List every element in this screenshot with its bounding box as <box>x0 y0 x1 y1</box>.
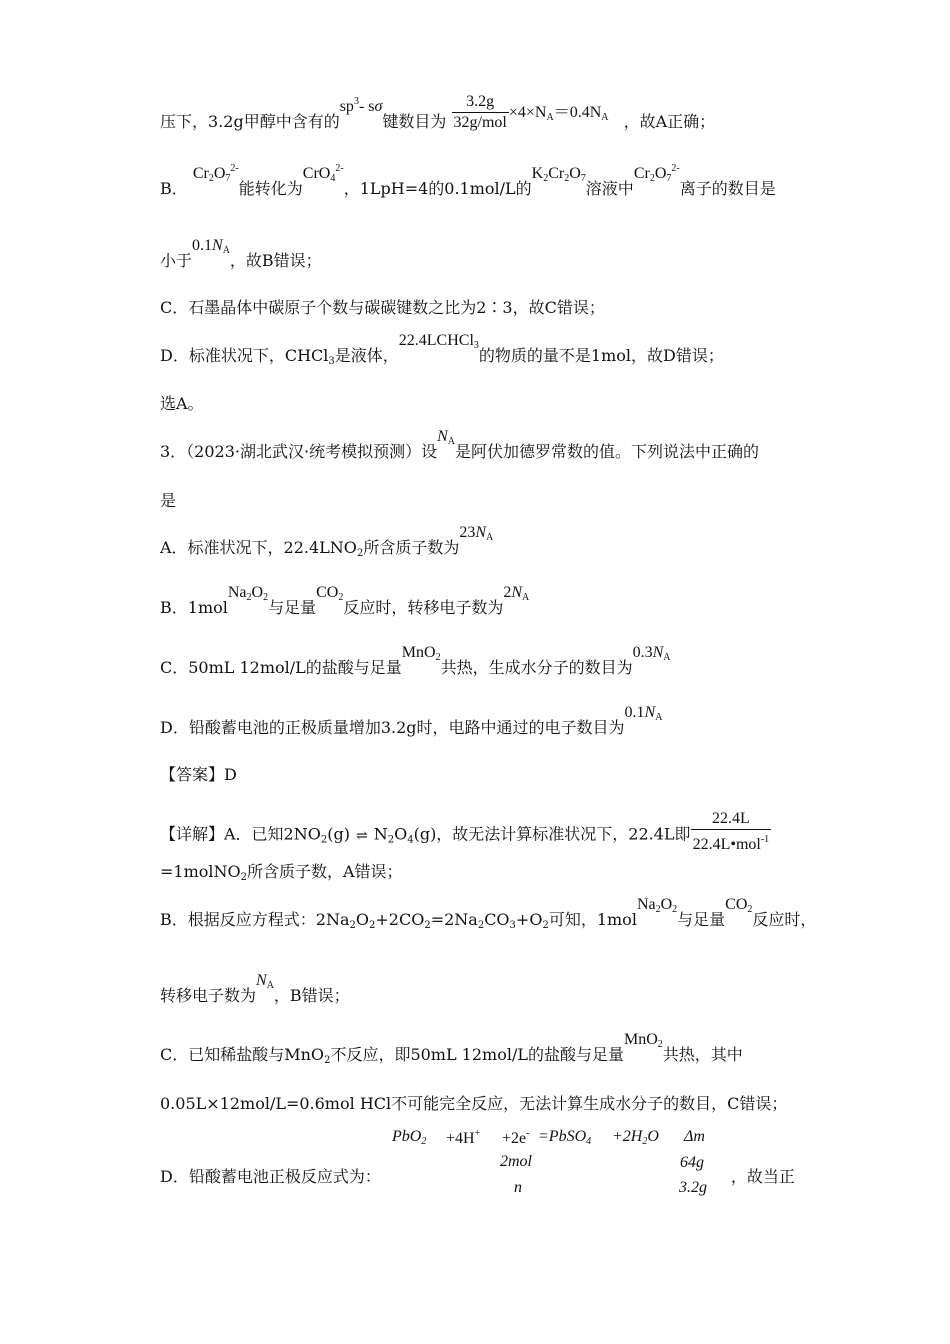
text: (g) <box>327 824 350 844</box>
question-3-stem <box>160 428 759 469</box>
formula-4H-plus: +4H+ <box>446 1128 481 1147</box>
explanation-a-cont <box>160 861 403 889</box>
text: 压下，3.2g甲醇中含有的 <box>160 112 340 131</box>
text: 共热，生成水分子的数目为 <box>440 658 633 677</box>
subscript: 4 <box>407 834 414 846</box>
formula-MnO2: MnO$_2$ <box>623 1031 663 1050</box>
explanation-b-cont <box>160 972 350 1013</box>
formula-2e-minus: +2e- <box>502 1128 530 1147</box>
text: 转移电子数为 <box>160 986 257 1005</box>
text: 3．（2023·湖北武汉·统考模拟预测）设 <box>160 442 438 461</box>
paragraph-less-than <box>160 237 322 278</box>
formula-dichromate: $Cr_2O_7^{2-}$ <box>633 163 680 184</box>
formula-2H2O: $+2H_2O$ <box>612 1128 659 1147</box>
formula-sp3-s-sigma: $sp^3-$ sσ <box>339 96 383 115</box>
value-n: n <box>514 1179 522 1196</box>
text: ，1LpH=4的0.1mol/L的 <box>343 179 532 198</box>
option-d <box>160 704 663 745</box>
equilibrium-arrow-icon: ⇌ <box>355 828 368 844</box>
formula-NA: $N_A$ <box>437 428 455 447</box>
subscript: 2 <box>320 834 328 846</box>
text: ，B错误； <box>273 986 350 1005</box>
subscript: 2 <box>240 872 247 883</box>
text: 离子的数目是 <box>679 179 776 198</box>
formula-potassium-dichromate: $K_2Cr_2O_7$ <box>531 165 586 184</box>
text: D．标准状况下，CHCl <box>160 346 329 365</box>
text: B．根据反应方程式：2Na <box>160 910 350 929</box>
text: 所含质子数，A错误； <box>247 862 403 881</box>
formula-chromate: CrO$_4^{2-}$ <box>302 163 344 184</box>
answer-line: 【答案】D <box>160 765 237 784</box>
text: ，故B错误； <box>229 251 322 270</box>
formula-MnO2: MnO$_2$ <box>401 644 441 663</box>
text: 所含质子数为 <box>363 538 460 557</box>
option-b <box>160 584 530 625</box>
value-64g: 64g <box>680 1154 704 1171</box>
text: ，故A正确； <box>623 112 716 131</box>
explanation-b: B．根据反应方程式：$2Na_2O_2+2CO_2=2Na_2CO_3+O_2$可知，$1molNa_2O_2$与足量$CO_2$反应时， <box>160 896 817 931</box>
text: C．已知稀盐酸与MnO <box>160 1045 325 1064</box>
formula-2NA: $2N_A$ <box>503 584 530 603</box>
paragraph-option-d-explanation <box>160 332 724 373</box>
text: 键数目为 <box>382 112 447 131</box>
text: 是阿伏加德罗常数的值。下列说法中正确的 <box>454 442 759 461</box>
subscript: 3 <box>328 356 335 367</box>
formula-0.1NA: $0.1N_A$ <box>624 704 663 723</box>
formula-PbO2: PbO$_2$ <box>392 1128 427 1147</box>
text: 小于 <box>160 251 193 270</box>
text: 共热，其中 <box>662 1045 743 1064</box>
subscript: 2 <box>324 1055 331 1066</box>
text: A．标准状况下，22.4LNO <box>160 538 357 557</box>
text: 反应时，转移电子数为 <box>343 598 504 617</box>
option-c <box>160 644 671 685</box>
text: N <box>373 824 388 844</box>
paragraph-select-a: 选A。 <box>160 394 204 413</box>
text: B． <box>160 179 188 198</box>
formula-23NA: $23N_A$ <box>459 524 494 543</box>
formula-delta-m: Δm <box>684 1128 705 1145</box>
explanation-c-cont: 0.05L×12mol/L=0.6mol HCl不可能完全反应，无法计算生成水分子的数目，C错误； <box>160 1094 788 1113</box>
formula-CO2: $CO_2$ <box>725 896 753 915</box>
text: D．铅酸蓄电池正极反应式为： <box>160 1167 381 1186</box>
formula-Na2O2: $Na_2O_2$ <box>227 584 269 603</box>
text: 是液体， <box>334 346 399 365</box>
formula-PbSO4: =PbSO$_4$ <box>538 1128 592 1147</box>
formula-CO2: $CO_2$ <box>316 584 344 603</box>
explanation-c <box>160 1031 743 1072</box>
text: B．1mol <box>160 598 228 617</box>
paragraph-methanol <box>160 93 716 143</box>
text: 的物质的量不是1mol，故D错误； <box>478 346 724 365</box>
fraction-22.4L-over-molar-volume: $\frac{22.4L}{22.4L•mol^{-1}}$ <box>692 810 770 853</box>
formula-dichromate: $Cr_2O_7^{2-}$ <box>192 163 239 184</box>
formula-0.1NA: $0.1N_A$ <box>192 237 230 256</box>
formula-NA: $N_A$ <box>256 972 274 991</box>
text: O <box>394 824 408 844</box>
subscript: 2 <box>387 834 395 846</box>
formula-times-4-NA: $\times 4\times N_A=0.4N_A$ <box>508 104 609 123</box>
text: 溶液中 <box>585 179 634 198</box>
value-3.2g: 3.2g <box>679 1179 707 1196</box>
text: =1molNO <box>160 862 241 881</box>
text: ，故当正 <box>730 1167 795 1186</box>
text: (g)，故无法计算标准状况下，22.4L即 <box>413 824 691 844</box>
text: 不反应，即50mL 12mol/L的盐酸与足量 <box>330 1045 624 1064</box>
text: D．铅酸蓄电池的正极质量增加3.2g时，电路中通过的电子数目为 <box>160 718 625 737</box>
explanation-a <box>160 812 771 858</box>
formula-22.4L-CHCl3: 22.4LCHCl$_3$ <box>398 332 479 351</box>
text: 【详解】A．已知2NO <box>160 824 321 844</box>
formula-0.3NA: $0.3N_A$ <box>632 644 671 663</box>
paragraph-option-b-explanation <box>160 163 776 206</box>
text: 与足量 <box>268 598 317 617</box>
option-a <box>160 524 494 565</box>
question-3-stem-cont: 是 <box>160 491 177 510</box>
subscript: 2 <box>356 548 364 559</box>
fraction-3.2g-over-32gmol: $\frac{3.2g}{\text{32g/mol}}$ <box>453 93 507 131</box>
text: C．50mL 12mol/L的盐酸与足量 <box>160 658 402 677</box>
formula-Na2O2: $Na_2O_2$ <box>636 896 678 915</box>
value-2mol: 2mol <box>500 1153 532 1170</box>
paragraph-option-c-explanation: C．石墨晶体中碳原子个数与碳碳键数之比为2∶3，故C错误； <box>160 298 605 317</box>
text: 能转化为 <box>238 179 303 198</box>
